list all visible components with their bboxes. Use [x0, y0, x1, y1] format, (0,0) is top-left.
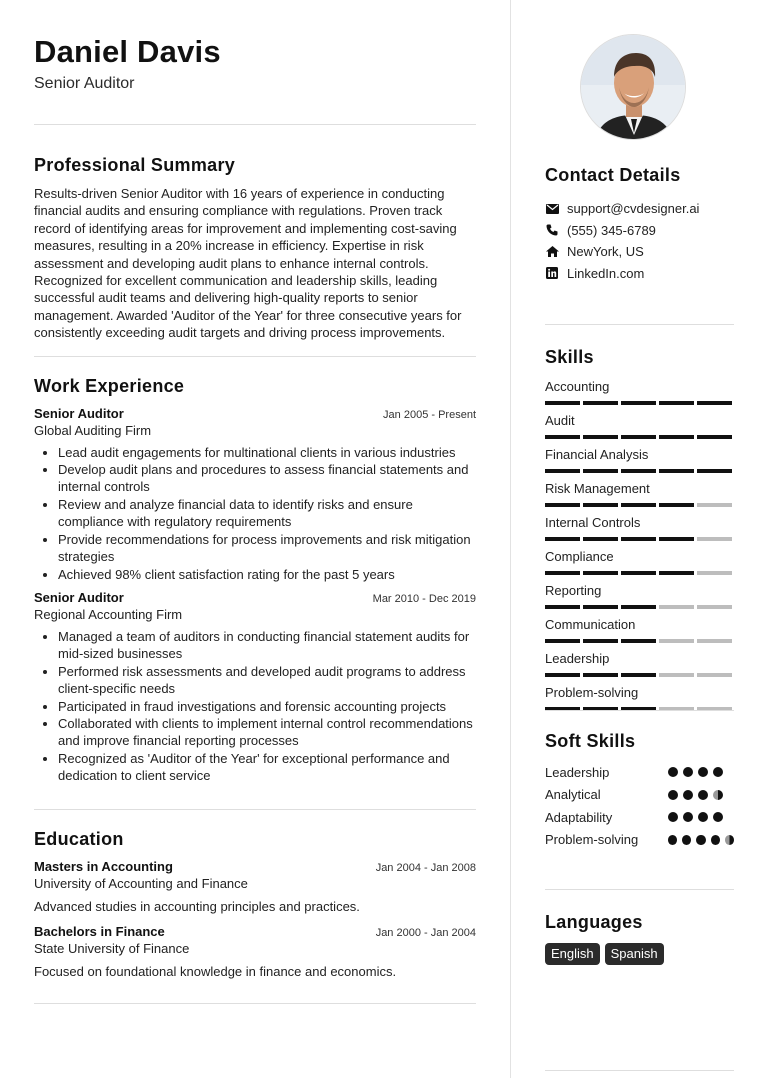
job-bullet: • Review and analyze financial data to identify risks and ensure compliance with regulatory requirements — [58, 496, 476, 531]
skill-level-segment — [621, 639, 656, 643]
contact-section — [545, 164, 734, 284]
job-title: Senior Auditor — [34, 405, 124, 421]
skill-name: Accounting — [545, 379, 610, 394]
job-date: Jan 2005 - Present — [383, 408, 476, 421]
contact-email[interactable] — [545, 198, 734, 220]
phone-icon — [545, 223, 559, 237]
skill-level-segment — [659, 639, 694, 643]
soft-skill-rating — [668, 767, 734, 777]
skill-level-segment — [545, 605, 580, 609]
soft-skills-heading: Soft Skills — [545, 731, 636, 751]
contact-list — [545, 198, 734, 284]
skills-section — [545, 346, 734, 719]
job-bullet: • Achieved 98% client satisfaction rating for the past 5 years — [58, 566, 476, 583]
skill-level-segment — [659, 503, 694, 507]
contact-location-text: NewYork, US — [567, 244, 644, 260]
skill-level-segment — [697, 401, 732, 405]
divider — [34, 124, 476, 125]
education-header — [34, 923, 476, 940]
skill-level-bar — [545, 469, 734, 473]
home-icon — [545, 245, 559, 259]
summary-text: Results-driven Senior Auditor with 16 years of experience in conducting financial audits and ensuring compliance with regulations. Proven track record of identifying areas for improvement and implementing cost-saving measures, resulting in a 20% increase in efficiency. Expertise in risk assessment and developing audit plans to enhance internal controls. Recognized for excellent communication and leadership skills, leading successful audit teams and delivering high-quality reports to senior management. Awarded 'Auditor of the Year' for three consecutive years for consistently exceeding audit targets and driving process improvements. — [34, 186, 462, 341]
divider — [34, 1003, 476, 1004]
skill-item — [545, 549, 734, 575]
divider — [545, 324, 734, 325]
education-description: Advanced studies in accounting principles and practices. — [34, 898, 360, 914]
rating-dot — [698, 812, 708, 822]
skill-name: Audit — [545, 413, 575, 428]
skill-item — [545, 413, 734, 439]
rating-dot — [713, 812, 723, 822]
skill-level-segment — [659, 605, 694, 609]
education-header — [34, 858, 476, 875]
candidate-name: Daniel Davis — [34, 34, 221, 69]
skill-level-segment — [621, 503, 656, 507]
skill-level-segment — [545, 435, 580, 439]
education-entry — [34, 858, 476, 915]
portrait-image — [581, 35, 686, 140]
soft-skill-item — [545, 806, 734, 829]
soft-skill-name: Leadership — [545, 764, 610, 780]
skill-level-segment — [545, 639, 580, 643]
skills-heading: Skills — [545, 347, 594, 367]
job-entry — [34, 589, 476, 785]
skill-name: Financial Analysis — [545, 447, 649, 462]
skill-level-segment — [621, 605, 656, 609]
job-header — [34, 589, 476, 606]
divider — [545, 710, 734, 711]
school-name: State University of Finance — [34, 940, 190, 956]
skill-level-segment — [583, 571, 618, 575]
envelope-icon — [545, 202, 559, 216]
profile-photo — [580, 34, 686, 140]
skill-level-bar — [545, 571, 734, 575]
skill-name: Reporting — [545, 583, 602, 598]
candidate-title: Senior Auditor — [34, 75, 135, 92]
languages-section — [545, 911, 734, 965]
skill-level-segment — [583, 401, 618, 405]
skill-level-segment — [697, 435, 732, 439]
skill-item — [545, 685, 734, 711]
skill-level-segment — [621, 571, 656, 575]
skill-item — [545, 379, 734, 405]
skill-name: Risk Management — [545, 481, 650, 496]
skill-level-segment — [621, 401, 656, 405]
rating-dot — [668, 835, 677, 845]
education-entry — [34, 923, 476, 980]
skill-level-segment — [545, 537, 580, 541]
job-bullets — [58, 628, 476, 785]
language-tag: Spanish — [605, 943, 664, 965]
skill-level-segment — [621, 469, 656, 473]
job-title: Senior Auditor — [34, 589, 124, 605]
skill-level-segment — [697, 503, 732, 507]
skill-item — [545, 515, 734, 541]
education-date: Jan 2000 - Jan 2004 — [375, 926, 476, 939]
linkedin-icon — [545, 266, 559, 280]
rating-dot — [711, 835, 720, 845]
job-bullet: • Performed risk assessments and developed audit programs to address client-specific needs — [58, 663, 476, 698]
rating-dot — [682, 835, 691, 845]
job-entry — [34, 405, 476, 583]
skill-level-segment — [583, 673, 618, 677]
school-name: University of Accounting and Finance — [34, 875, 248, 891]
divider — [545, 1070, 734, 1071]
experience-section — [34, 375, 476, 785]
skill-level-segment — [621, 435, 656, 439]
soft-skills-section — [545, 730, 734, 851]
contact-linkedin[interactable] — [545, 263, 734, 285]
skill-level-segment — [697, 605, 732, 609]
rating-dot-half — [725, 835, 734, 845]
skill-level-segment — [659, 435, 694, 439]
skill-name: Internal Controls — [545, 515, 641, 530]
skill-level-segment — [583, 435, 618, 439]
soft-skill-item — [545, 761, 734, 784]
skill-level-segment — [697, 639, 732, 643]
skill-item — [545, 481, 734, 507]
rating-dot — [698, 767, 708, 777]
rating-dot — [668, 812, 678, 822]
skill-item — [545, 447, 734, 473]
education-description: Focused on foundational knowledge in finance and economics. — [34, 963, 397, 979]
skill-level-segment — [545, 401, 580, 405]
skill-level-segment — [583, 537, 618, 541]
soft-skill-rating — [668, 812, 734, 822]
contact-phone[interactable] — [545, 220, 734, 242]
rating-dot — [683, 812, 693, 822]
job-bullet: • Provide recommendations for process improvements and risk mitigation strategies — [58, 531, 476, 566]
job-company: Global Auditing Firm — [34, 422, 152, 438]
education-section — [34, 828, 476, 981]
skill-level-bar — [545, 673, 734, 677]
jobs-list — [34, 405, 476, 785]
job-bullet: • Collaborated with clients to implement internal control recommendations and improve financial reporting processes — [58, 715, 476, 750]
skill-level-segment — [583, 605, 618, 609]
language-tag: English — [545, 943, 600, 965]
skill-name: Compliance — [545, 549, 614, 564]
job-bullet: • Recognized as 'Auditor of the Year' for exceptional performance and dedication to client service — [58, 750, 476, 785]
experience-heading: Work Experience — [34, 375, 185, 396]
contact-location — [545, 241, 734, 263]
skill-name: Problem-solving — [545, 685, 639, 700]
education-date: Jan 2004 - Jan 2008 — [375, 861, 476, 874]
skill-level-segment — [697, 673, 732, 677]
skill-level-bar — [545, 605, 734, 609]
job-bullet: • Develop audit plans and procedures to assess financial statements and internal controls — [58, 461, 476, 496]
skill-level-segment — [621, 673, 656, 677]
skill-level-segment — [545, 469, 580, 473]
divider — [34, 356, 476, 357]
education-heading: Education — [34, 828, 124, 849]
soft-skill-name: Adaptability — [545, 809, 613, 825]
skill-level-bar — [545, 401, 734, 405]
rating-dot — [698, 790, 708, 800]
divider — [34, 809, 476, 810]
job-date: Mar 2010 - Dec 2019 — [372, 592, 476, 605]
skill-level-bar — [545, 537, 734, 541]
job-company: Regional Accounting Firm — [34, 606, 183, 622]
skill-level-segment — [697, 571, 732, 575]
skill-level-segment — [659, 571, 694, 575]
rating-dot — [696, 835, 705, 845]
soft-skill-item — [545, 784, 734, 807]
job-bullet: • Lead audit engagements for multinational clients in various industries — [58, 444, 476, 461]
summary-section — [34, 154, 476, 342]
side-column — [511, 0, 768, 1078]
skill-level-bar — [545, 503, 734, 507]
degree-name: Masters in Accounting — [34, 858, 173, 874]
job-bullet: • Participated in fraud investigations and forensic accounting projects — [58, 698, 476, 715]
skill-item — [545, 617, 734, 643]
skill-level-segment — [621, 537, 656, 541]
degree-name: Bachelors in Finance — [34, 923, 165, 939]
rating-dot-half — [713, 790, 723, 800]
skill-level-segment — [659, 401, 694, 405]
soft-skill-name: Analytical — [545, 787, 601, 803]
soft-skill-name: Problem-solving — [545, 832, 639, 848]
divider — [545, 889, 734, 890]
skill-name: Leadership — [545, 651, 610, 666]
languages-list — [545, 943, 734, 965]
skill-item — [545, 651, 734, 677]
job-header — [34, 405, 476, 422]
skill-level-segment — [545, 571, 580, 575]
skill-level-segment — [545, 503, 580, 507]
skill-level-segment — [697, 537, 732, 541]
rating-dot — [668, 790, 678, 800]
rating-dot — [668, 767, 678, 777]
skill-level-segment — [583, 639, 618, 643]
skill-item — [545, 583, 734, 609]
soft-skill-rating — [668, 835, 734, 845]
skill-level-segment — [659, 673, 694, 677]
soft-skills-list — [545, 761, 734, 851]
rating-dot — [713, 767, 723, 777]
skill-level-segment — [545, 673, 580, 677]
job-bullet: • Managed a team of auditors in conducting financial statement audits for mid-sized businesses — [58, 628, 476, 663]
contact-heading: Contact Details — [545, 165, 681, 185]
skill-level-segment — [659, 469, 694, 473]
summary-heading: Professional Summary — [34, 155, 236, 175]
education-list — [34, 858, 476, 981]
skill-level-segment — [697, 469, 732, 473]
rating-dot — [683, 790, 693, 800]
skill-name: Communication — [545, 617, 636, 632]
job-bullets — [58, 444, 476, 583]
skills-list — [545, 379, 734, 711]
skill-level-segment — [659, 537, 694, 541]
contact-email-text: support@cvdesigner.ai — [567, 201, 700, 217]
skill-level-bar — [545, 639, 734, 643]
skill-level-bar — [545, 435, 734, 439]
contact-linkedin-text: LinkedIn.com — [567, 265, 645, 281]
skill-level-segment — [583, 469, 618, 473]
languages-heading: Languages — [545, 912, 643, 932]
soft-skill-rating — [668, 790, 734, 800]
skill-level-segment — [583, 503, 618, 507]
rating-dot — [683, 767, 693, 777]
soft-skill-item — [545, 829, 734, 852]
contact-phone-text: (555) 345-6789 — [567, 222, 656, 238]
